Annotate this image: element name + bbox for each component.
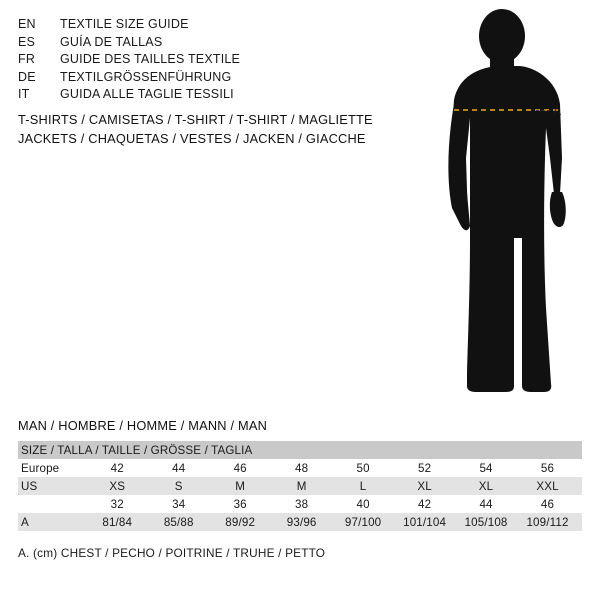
measure-leader-line: [536, 110, 550, 112]
size-table: [18, 441, 582, 531]
table-cell: 105/108: [464, 515, 508, 529]
row-label: US: [21, 479, 38, 493]
table-cell: XL: [478, 479, 494, 493]
table-cell: M: [296, 479, 307, 493]
table-cell: 52: [417, 461, 432, 475]
table-row: [18, 495, 582, 513]
table-cell: 40: [356, 497, 370, 511]
table-cell: XL: [417, 479, 432, 493]
row-label: [18, 495, 90, 513]
table-cell: 85/88: [163, 515, 194, 529]
table-cell: 44: [172, 461, 186, 475]
table-cell: 56: [540, 461, 555, 475]
table-header-label: SIZE / TALLA / TAILLE / GRÖSSE / TAGLIA: [21, 443, 253, 457]
table-cell: S: [174, 479, 183, 493]
table-cell: 54: [479, 461, 493, 475]
table-cell: 34: [172, 497, 186, 511]
language-code: DE: [18, 69, 36, 84]
language-code: ES: [18, 34, 36, 49]
language-row: [18, 69, 398, 87]
language-text: GUIDE DES TAILLES TEXTILE: [60, 52, 241, 66]
table-cell: 93/96: [286, 515, 317, 529]
table-row: [18, 477, 582, 495]
table-cell: 48: [295, 461, 309, 475]
language-code: EN: [18, 17, 36, 31]
row-label: Europe: [21, 461, 60, 475]
language-code: FR: [18, 52, 36, 66]
male-figure-illustration: [410, 8, 595, 408]
language-row: [18, 16, 398, 34]
table-cell: 44: [479, 497, 493, 511]
language-text: TEXTILE SIZE GUIDE: [60, 17, 189, 31]
table-cell: 36: [233, 497, 247, 511]
table-cell: 109/112: [526, 515, 569, 529]
table-cell: 46: [540, 497, 555, 511]
language-list: [18, 16, 398, 104]
row-label: A: [21, 515, 29, 529]
gender-heading: MAN / HOMBRE / HOMME / MANN / MAN: [18, 418, 268, 433]
language-row: [18, 34, 398, 52]
table-cell: 38: [295, 497, 309, 511]
language-text: GUÍA DE TALLAS: [60, 34, 163, 49]
table-cell: 42: [110, 461, 124, 475]
table-cell: 97/100: [344, 515, 382, 529]
language-row: [18, 86, 398, 104]
language-text: GUIDA ALLE TAGLIE TESSILI: [60, 87, 234, 101]
table-cell: 42: [417, 497, 432, 511]
table-cell: 50: [356, 461, 370, 475]
language-code: IT: [18, 87, 30, 101]
category-headings: [18, 110, 438, 148]
table-cell: M: [235, 479, 246, 493]
category-line-jackets: JACKETS / CHAQUETAS / VESTES / JACKEN / GIACCHE: [18, 131, 366, 146]
table-cell: 46: [233, 461, 247, 475]
table-cell: 101/104: [403, 515, 447, 529]
table-cell: L: [359, 479, 367, 493]
table-cell: 89/92: [225, 515, 256, 529]
body-silhouette-icon: [410, 8, 595, 408]
table-row: [18, 513, 582, 531]
language-row: [18, 51, 398, 69]
table-cell: XXL: [536, 479, 559, 493]
table-header-row: [18, 441, 582, 459]
language-text: TEXTILGRÖSSENFÜHRUNG: [60, 69, 232, 84]
table-cell: 81/84: [102, 515, 133, 529]
table-row: [18, 459, 582, 477]
table-cell: XS: [109, 479, 126, 493]
category-line-tshirts: T-SHIRTS / CAMISETAS / T-SHIRT / T-SHIRT / MAGLIETTE: [18, 112, 373, 127]
measure-label-a: A: [553, 104, 562, 118]
table-cell: 32: [110, 497, 124, 511]
footnote-chest-measurement: A. (cm) CHEST / PECHO / POITRINE / TRUHE / PETTO: [18, 546, 326, 560]
